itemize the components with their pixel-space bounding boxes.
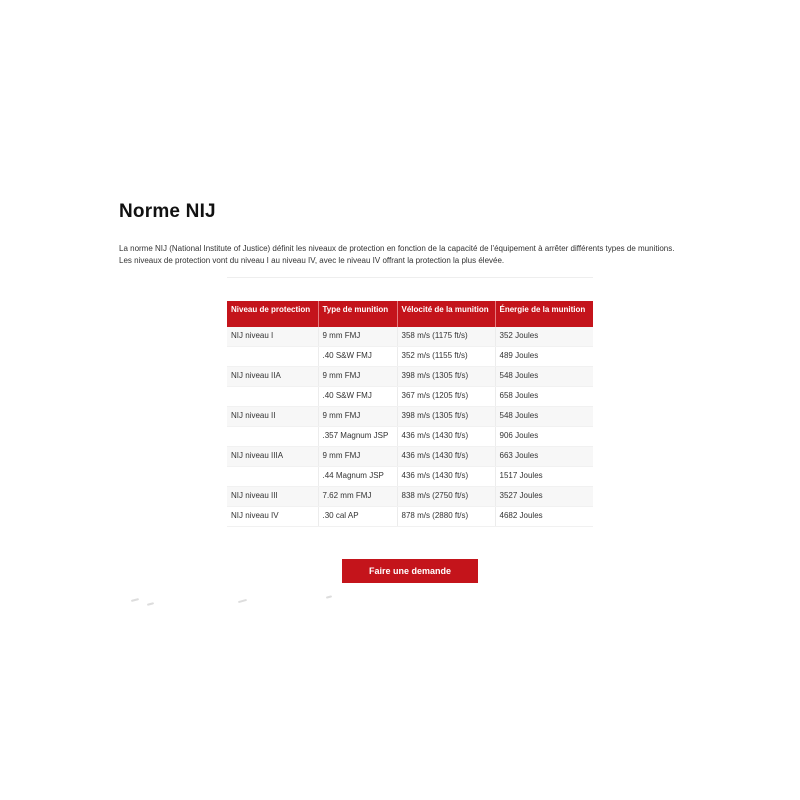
cell-munition: 9 mm FMJ <box>318 367 397 387</box>
cell-niveau <box>227 347 318 367</box>
cell-munition: .40 S&W FMJ <box>318 387 397 407</box>
cell-munition: .30 cal AP <box>318 507 397 527</box>
table-row <box>227 347 593 367</box>
cell-niveau: NIJ niveau II <box>227 407 318 427</box>
decorative-speck <box>238 599 247 603</box>
cell-niveau <box>227 427 318 447</box>
cell-energie: 1517 Joules <box>495 467 593 487</box>
cell-niveau: NIJ niveau IIA <box>227 367 318 387</box>
cell-energie: 548 Joules <box>495 367 593 387</box>
decorative-speck <box>326 595 332 598</box>
nij-table-container[interactable] <box>227 277 593 531</box>
page-title: Norme NIJ <box>119 201 216 222</box>
cell-velocite: 436 m/s (1430 ft/s) <box>397 427 495 447</box>
cell-munition: .44 Magnum JSP <box>318 467 397 487</box>
header-velocite: Vélocité de la munition <box>397 301 495 327</box>
cell-energie: 548 Joules <box>495 407 593 427</box>
cell-munition: .40 S&W FMJ <box>318 347 397 367</box>
table-row <box>227 387 593 407</box>
cell-velocite: 398 m/s (1305 ft/s) <box>397 407 495 427</box>
table-header-row <box>227 301 593 327</box>
cell-niveau <box>227 387 318 407</box>
table-row <box>227 487 593 507</box>
cell-niveau: NIJ niveau III <box>227 487 318 507</box>
table-row <box>227 407 593 427</box>
decorative-speck <box>147 602 154 606</box>
table-row <box>227 507 593 527</box>
cell-velocite: 436 m/s (1430 ft/s) <box>397 467 495 487</box>
cell-energie: 489 Joules <box>495 347 593 367</box>
cell-velocite: 436 m/s (1430 ft/s) <box>397 447 495 467</box>
nij-table <box>227 301 593 527</box>
intro-paragraph: La norme NIJ (National Institute of Justice) définit les niveaux de protection en fonction de la capacité de l'équipement à arrêter différents types de munitions. Les niveaux de protection vont du niveau I au niveau IV, avec le niveau IV offrant la protection la plus élevée. <box>119 244 675 265</box>
table-row <box>227 327 593 347</box>
table-row <box>227 467 593 487</box>
cell-niveau: NIJ niveau IIIA <box>227 447 318 467</box>
cell-munition: 7.62 mm FMJ <box>318 487 397 507</box>
cell-niveau <box>227 467 318 487</box>
decorative-speck <box>131 598 139 602</box>
header-type-munition: Type de munition <box>318 301 397 327</box>
header-niveau: Niveau de protection <box>227 301 318 327</box>
request-button[interactable]: Faire une demande <box>342 559 478 583</box>
cell-niveau: NIJ niveau I <box>227 327 318 347</box>
cell-munition: 9 mm FMJ <box>318 447 397 467</box>
header-energie: Énergie de la munition <box>495 301 593 327</box>
cell-velocite: 838 m/s (2750 ft/s) <box>397 487 495 507</box>
cell-velocite: 398 m/s (1305 ft/s) <box>397 367 495 387</box>
table-row <box>227 367 593 387</box>
cell-energie: 3527 Joules <box>495 487 593 507</box>
cell-velocite: 352 m/s (1155 ft/s) <box>397 347 495 367</box>
cell-velocite: 358 m/s (1175 ft/s) <box>397 327 495 347</box>
table-row <box>227 447 593 467</box>
cell-velocite: 367 m/s (1205 ft/s) <box>397 387 495 407</box>
table-row <box>227 427 593 447</box>
cell-munition: 9 mm FMJ <box>318 407 397 427</box>
cell-energie: 906 Joules <box>495 427 593 447</box>
cell-munition: .357 Magnum JSP <box>318 427 397 447</box>
cell-energie: 352 Joules <box>495 327 593 347</box>
cell-energie: 663 Joules <box>495 447 593 467</box>
cell-energie: 658 Joules <box>495 387 593 407</box>
cell-niveau: NIJ niveau IV <box>227 507 318 527</box>
cell-munition: 9 mm FMJ <box>318 327 397 347</box>
cell-velocite: 878 m/s (2880 ft/s) <box>397 507 495 527</box>
cell-energie: 4682 Joules <box>495 507 593 527</box>
